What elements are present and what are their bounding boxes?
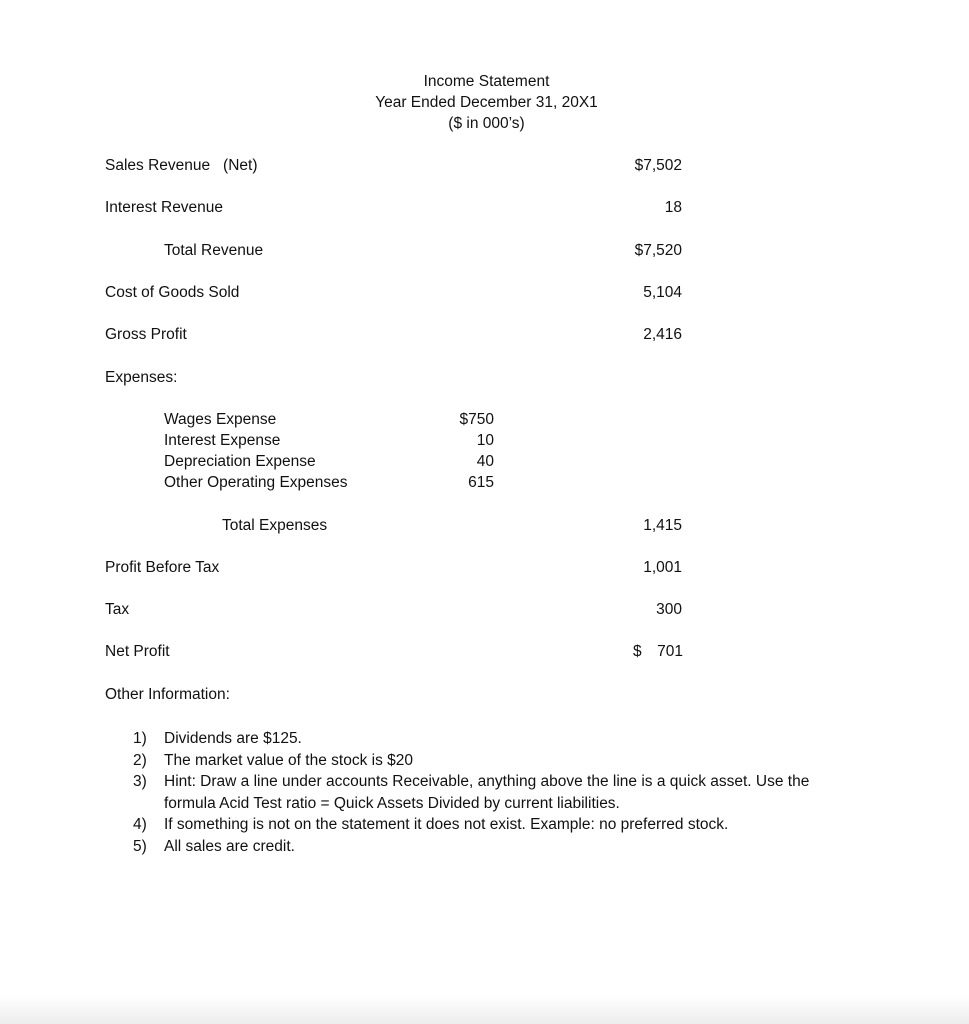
tax-label: Tax <box>105 601 130 618</box>
sales-revenue-amount: $7,502 <box>634 157 682 174</box>
gross-profit-amount: 2,416 <box>643 326 682 343</box>
net-profit-label: Net Profit <box>105 643 170 660</box>
total-expenses-label: Total Expenses <box>222 517 328 534</box>
note-item <box>133 836 853 858</box>
interest-expense-label: Interest Expense <box>164 432 281 449</box>
expenses-heading: Expenses: <box>105 369 178 386</box>
gross-profit-label: Gross Profit <box>105 326 187 343</box>
note-number: 1) <box>133 730 147 747</box>
statement-units: ($ in 000’s) <box>448 115 525 132</box>
cogs-amount: 5,104 <box>643 284 682 301</box>
note-text: Hint: Draw a line under accounts Receivable, anything above the line is a quick asset. Use the formula Acid Test ratio = Quick Assets Divided by current liabilities. <box>164 773 810 812</box>
statement-period: Year Ended December 31, 20X1 <box>375 94 598 111</box>
net-profit-value: 701 <box>657 643 683 660</box>
note-text: Dividends are $125. <box>164 730 302 747</box>
cogs-label: Cost of Goods Sold <box>105 284 240 301</box>
profit-before-tax-label: Profit Before Tax <box>105 559 220 576</box>
statement-title: Income Statement <box>423 73 550 90</box>
page-bottom-shadow <box>0 996 969 1024</box>
depreciation-expense-label: Depreciation Expense <box>164 453 316 470</box>
net-profit-currency: $ <box>633 643 642 660</box>
interest-expense-amount: 10 <box>476 432 494 449</box>
total-expenses-amount: 1,415 <box>643 517 682 534</box>
note-text: All sales are credit. <box>164 837 295 855</box>
other-information-heading: Other Information: <box>105 686 230 703</box>
tax-amount: 300 <box>656 601 682 618</box>
total-revenue-label: Total Revenue <box>164 242 264 259</box>
total-revenue-amount: $7,520 <box>634 242 682 259</box>
statement-header <box>0 71 969 134</box>
sales-revenue-label: Sales Revenue (Net) <box>105 157 258 174</box>
profit-before-tax-amount: 1,001 <box>643 559 682 576</box>
note-text: If something is not on the statement it does not exist. Example: no preferred stock. <box>164 816 729 833</box>
note-item <box>133 814 853 836</box>
depreciation-expense-amount: 40 <box>476 453 494 470</box>
note-item <box>133 728 853 750</box>
note-item <box>133 750 853 772</box>
note-text: The market value of the stock is $20 <box>164 751 413 769</box>
note-number: 4) <box>133 816 147 833</box>
note-number: 2) <box>133 751 147 769</box>
note-item <box>133 771 853 814</box>
note-number: 3) <box>133 773 147 790</box>
other-information-notes <box>133 728 853 857</box>
wages-expense-label: Wages Expense <box>164 411 277 428</box>
note-number: 5) <box>133 837 147 855</box>
other-operating-expenses-amount: 615 <box>468 474 494 491</box>
other-operating-expenses-label: Other Operating Expenses <box>164 474 348 491</box>
interest-revenue-amount: 18 <box>664 199 682 216</box>
wages-expense-amount: $750 <box>459 411 494 428</box>
interest-revenue-label: Interest Revenue <box>105 199 224 216</box>
